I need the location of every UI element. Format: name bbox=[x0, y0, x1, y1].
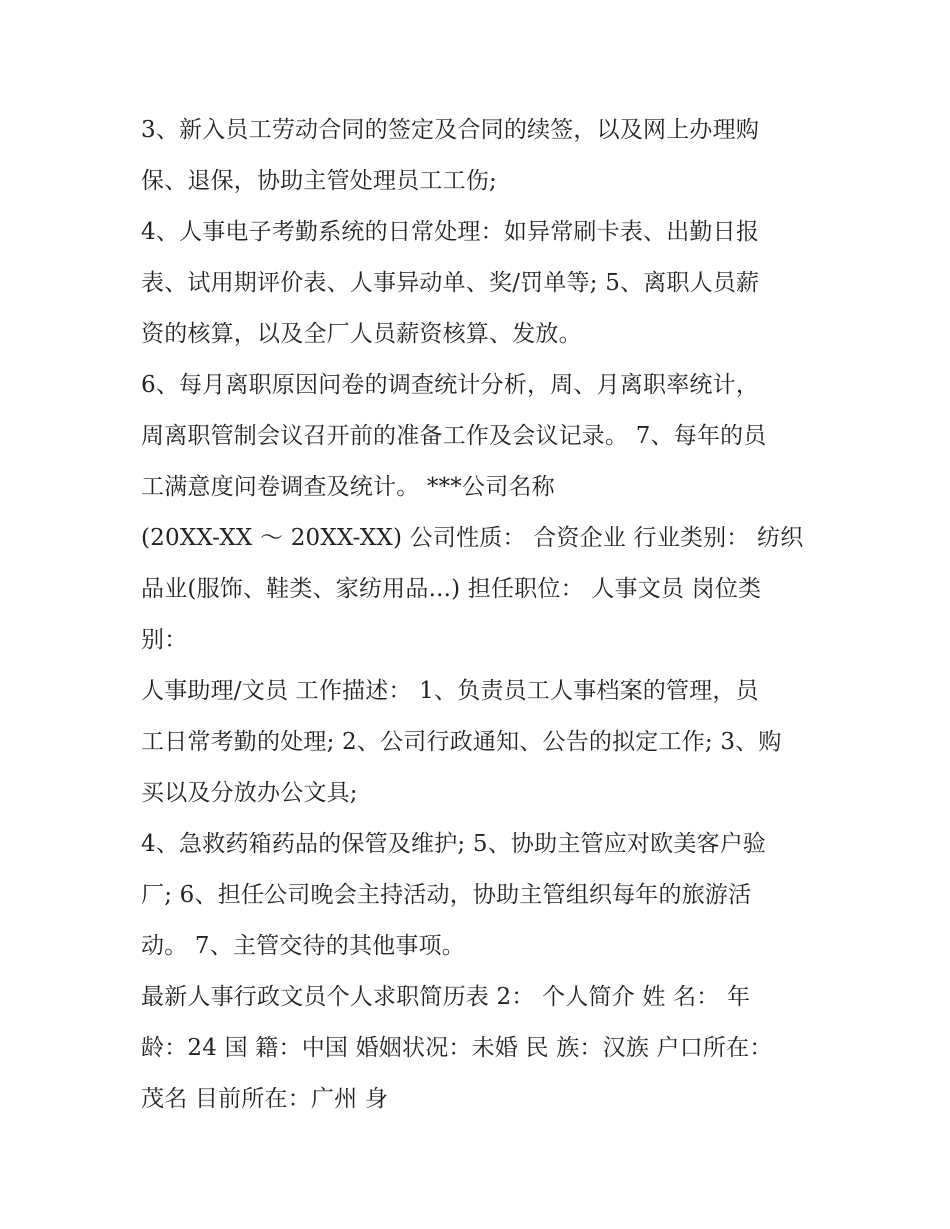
text-line: (20XX-XX ～ 20XX-XX) 公司性质： 合资企业 行业类别： 纺织 bbox=[141, 525, 804, 551]
text-line: 保、退保，协助主管处理员工工伤; bbox=[141, 168, 497, 194]
text-line: 买以及分放办公文具; bbox=[141, 780, 358, 806]
text-line: 龄：24 国 籍：中国 婚姻状况：未婚 民 族：汉族 户口所在： bbox=[141, 1035, 773, 1061]
text-line: 人事助理/文员 工作描述： 1、负责员工人事档案的管理，员 bbox=[141, 678, 759, 704]
text-line: 6、每月离职原因问卷的调查统计分析，周、月离职率统计， bbox=[141, 372, 760, 398]
text-line: 资的核算，以及全厂人员薪资核算、发放。 bbox=[141, 321, 582, 347]
text-line: 4、急救药箱药品的保管及维护; 5、协助主管应对欧美客户验 bbox=[141, 831, 767, 857]
text-line: 工日常考勤的处理; 2、公司行政通知、公告的拟定工作; 3、购 bbox=[141, 729, 782, 755]
text-line: 最新人事行政文员个人求职简历表 2： 个人简介 姓 名： 年 bbox=[141, 984, 751, 1010]
text-line: 厂; 6、担任公司晚会主持活动，协助主管组织每年的旅游活 bbox=[141, 882, 752, 908]
text-line: 周离职管制会议召开前的准备工作及会议记录。 7、每年的员 bbox=[141, 423, 767, 449]
text-line: 品业(服饰、鞋类、家纺用品...) 担任职位： 人事文员 岗位类 bbox=[141, 576, 762, 602]
text-line: 表、试用期评价表、人事异动单、奖/罚单等; 5、离职人员薪 bbox=[141, 270, 760, 296]
document-body bbox=[141, 105, 821, 1125]
text-line: 茂名 目前所在：广州 身 bbox=[141, 1086, 389, 1112]
text-line: 工满意度问卷调查及统计。 ***公司名称 bbox=[141, 474, 555, 500]
text-line: 动。 7、主管交待的其他事项。 bbox=[141, 933, 465, 959]
text-line: 4、人事电子考勤系统的日常处理：如异常刷卡表、出勤日报 bbox=[141, 219, 760, 245]
text-line: 3、新入员工劳动合同的签定及合同的续签，以及网上办理购 bbox=[141, 117, 760, 143]
text-line: 别： bbox=[141, 627, 188, 653]
